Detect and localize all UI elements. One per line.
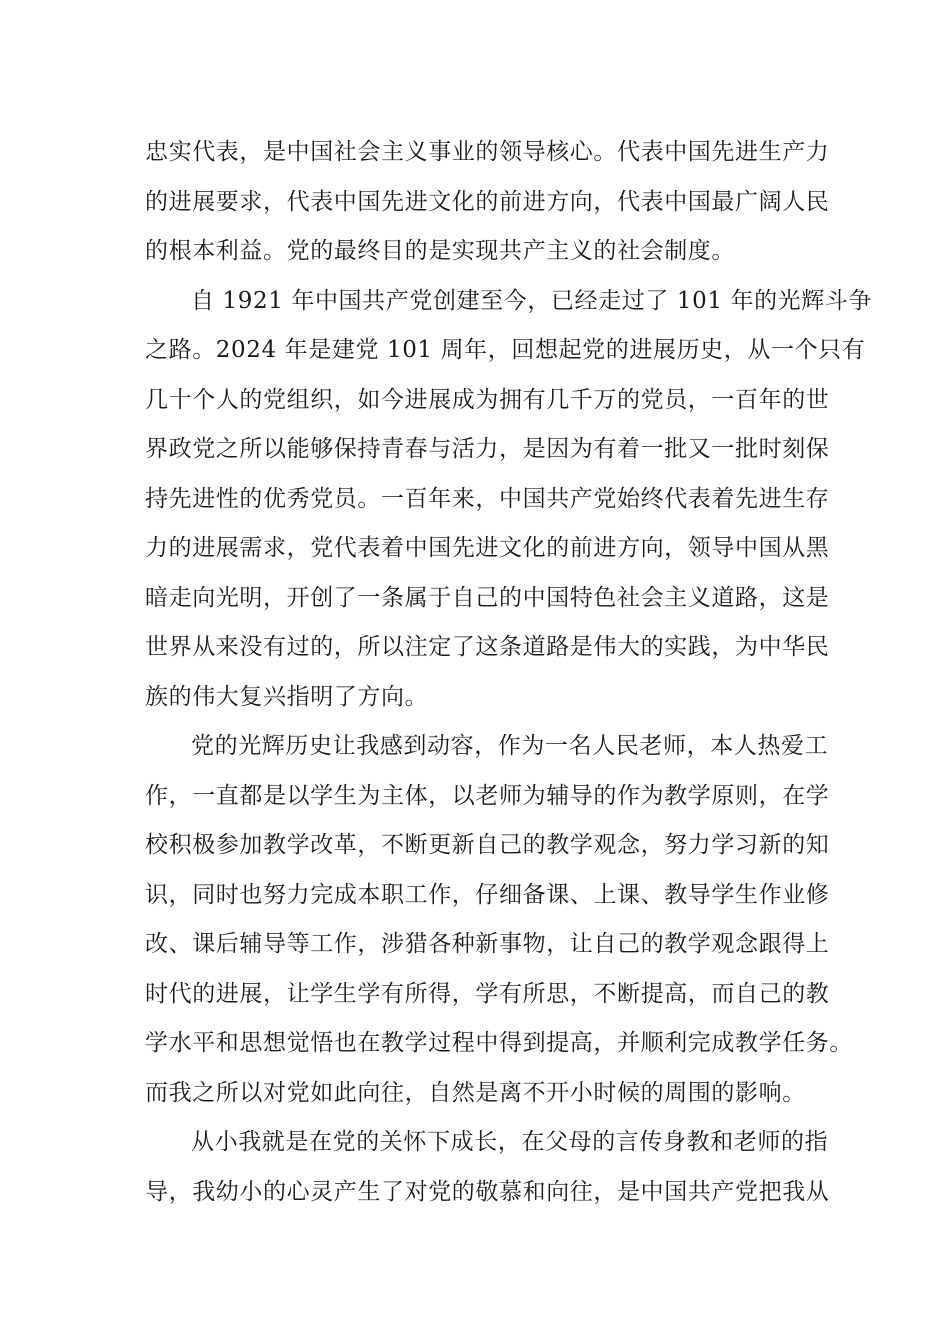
text-line: 自 1921 年中国共产党创建至今，已经走过了 101 年的光辉斗争 bbox=[191, 287, 873, 314]
text-line: 学水平和思想觉悟也在教学过程中得到提高，并顺利完成教学任务。 bbox=[145, 1030, 853, 1056]
text-line: 而我之所以对党如此向往，自然是离不开小时候的周围的影响。 bbox=[145, 1079, 806, 1106]
text-line: 时代的进展，让学生学有所得，学有所思，不断提高，而自己的教 bbox=[145, 980, 830, 1007]
text-line: 识，同时也努力完成本职工作，仔细备课、上课、教导学生作业修 bbox=[145, 881, 830, 908]
paragraph bbox=[145, 1118, 830, 1217]
text-line: 族的伟大复兴指明了方向。 bbox=[145, 683, 429, 710]
text-line: 几十个人的党组织，如今进展成为拥有几千万的党员，一百年的世 bbox=[145, 386, 830, 413]
text-line: 校积极参加教学改革，不断更新自己的教学观念，努力学习新的知 bbox=[145, 832, 830, 858]
document-body bbox=[145, 128, 873, 1217]
paragraph bbox=[145, 277, 873, 723]
text-line: 力的进展需求，党代表着中国先进文化的前进方向，领导中国从黑 bbox=[145, 535, 830, 561]
paragraph bbox=[145, 722, 853, 1118]
paragraph bbox=[145, 128, 830, 277]
text-line: 暗走向光明，开创了一条属于自己的中国特色社会主义道路，这是 bbox=[145, 584, 830, 611]
text-line: 党的光辉历史让我感到动容，作为一名人民老师，本人热爱工 bbox=[191, 733, 829, 759]
text-line: 世界从来没有过的，所以注定了这条道路是伟大的实践，为中华民 bbox=[145, 634, 830, 660]
text-line: 界政党之所以能够保持青春与活力，是因为有着一批又一批时刻保 bbox=[145, 436, 830, 462]
text-line: 之路。2024 年是建党 101 周年，回想起党的进展历史，从一个只有 bbox=[145, 337, 866, 363]
text-line: 的进展要求，代表中国先进文化的前进方向，代表中国最广阔人民 bbox=[145, 188, 830, 215]
text-line: 持先进性的优秀党员。一百年来，中国共产党始终代表着先进生存 bbox=[145, 485, 830, 512]
text-line: 导，我幼小的心灵产生了对党的敬慕和向往，是中国共产党把我从 bbox=[145, 1178, 830, 1205]
text-line: 作，一直都是以学生为主体，以老师为辅导的作为教学原则，在学 bbox=[145, 782, 830, 809]
text-line: 改、课后辅导等工作，涉猎各种新事物，让自己的教学观念跟得上 bbox=[145, 931, 830, 957]
text-line: 从小我就是在党的关怀下成长，在父母的言传身教和老师的指 bbox=[191, 1129, 829, 1155]
text-line: 的根本利益。党的最终目的是实现共产主义的社会制度。 bbox=[145, 238, 735, 264]
text-line: 忠实代表，是中国社会主义事业的领导核心。代表中国先进生产力 bbox=[145, 139, 830, 165]
